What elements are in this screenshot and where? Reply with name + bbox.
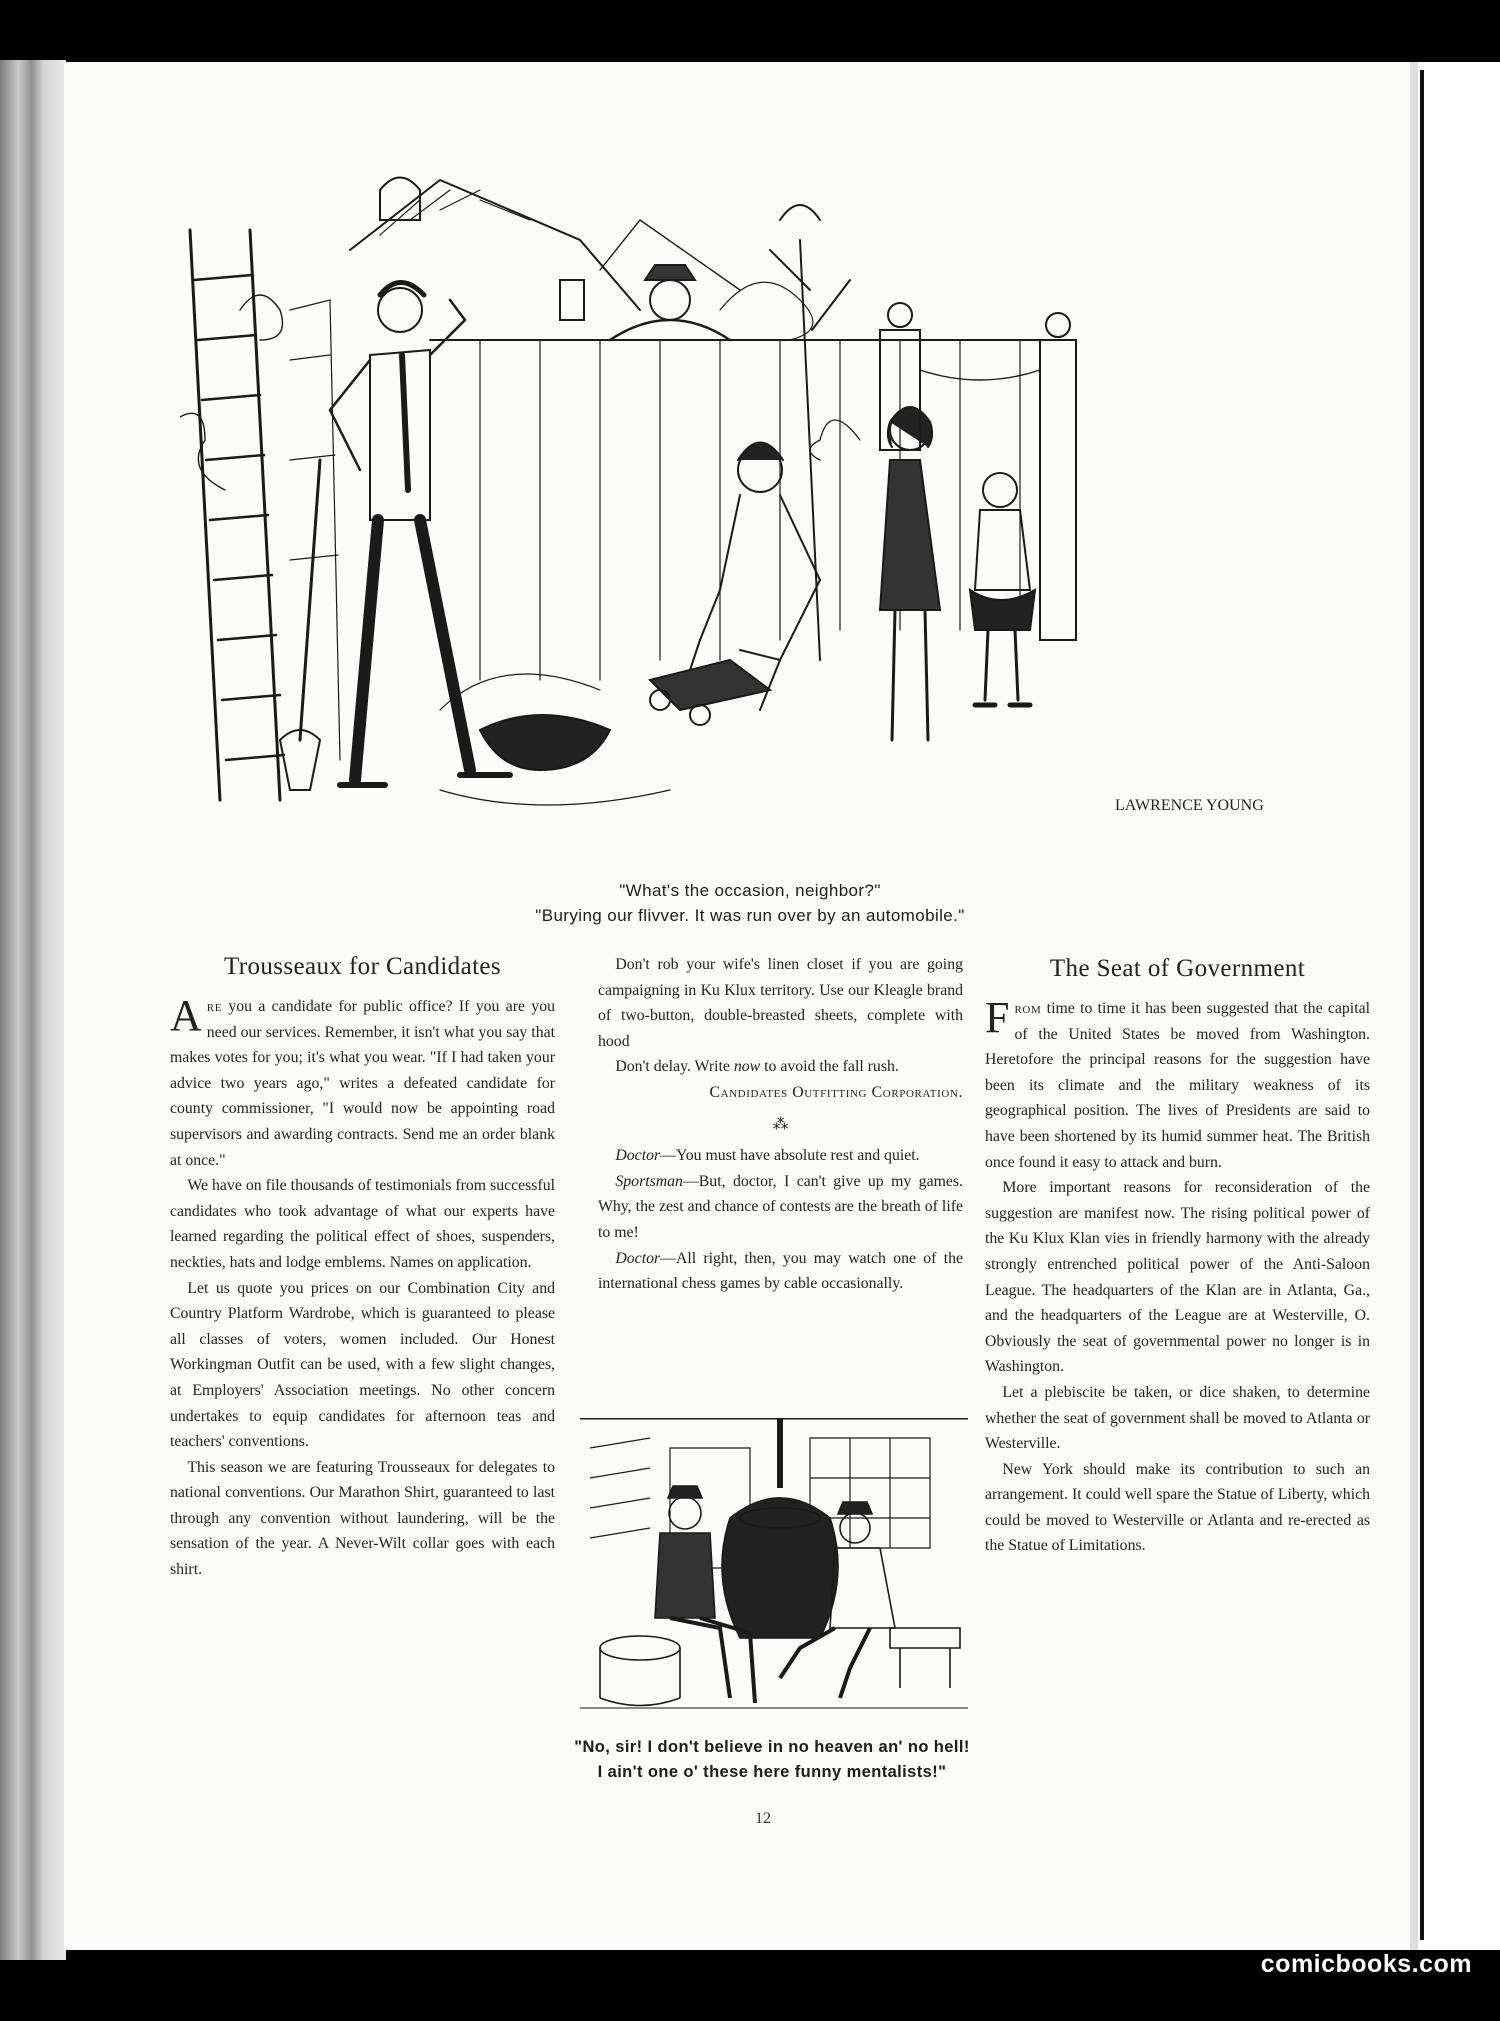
article-trousseaux [170, 950, 555, 1583]
main-cartoon-illustration [180, 160, 1350, 880]
next-page-edge [1418, 62, 1500, 1950]
section-separator: ⁂ [772, 1115, 789, 1133]
small-cartoon-caption: "No, sir! I don't believe in no heaven an' no hell! I ain't one o' these here funny mentalists!" [574, 1738, 970, 1781]
small-cartoon-illustration [580, 1418, 968, 1718]
middle-column [598, 952, 963, 1297]
dialogue-doctor-1: Doctor—You must have absolute rest and quiet. [615, 1147, 920, 1165]
paragraph-1: Are you a candidate for public office? If you are you need our services. Remember, it isn't what you say that makes votes for you; it's what you wear. "If I had taken your advice two years ago," writes a defeated candidate for county commissioner, "I would now be appointing road supervisors and awarding contracts. Send me an order blank at once." [170, 991, 555, 1169]
main-cartoon-caption [300, 878, 1200, 928]
paragraph-ku-klux: Don't rob your wife's linen closet if you are going campaigning in Ku Klux territory. Use our Kleagle brand of two-button, double-breasted sheets, complete with hood [598, 956, 963, 1050]
caption-line-1: "What's the occasion, neighbor?" [619, 881, 881, 900]
caption-line-2: "Burying our flivver. It was run over by an automobile." [535, 906, 965, 925]
paragraph-3: Let us quote you prices on our Combination City and Country Platform Wardrobe, which is guaranteed to please all classes of voters, women included. Our Honest Workingman Outfit can be used, with a few slight changes, at Employers' Association meetings. No other concern undertakes to equip candidates for afternoon teas and teachers' conventions. [170, 1279, 555, 1451]
drop-cap: A [170, 991, 202, 1040]
paragraph-2: We have on file thousands of testimonials from successful candidates who took advantage of what our experts have learned regarding the political effect of shoes, suspenders, neckties, hats and lodge emblems. Names on application. [170, 1177, 555, 1271]
headline-trousseaux: Trousseaux for Candidates [223, 953, 502, 980]
paragraph-4: New York should make its contribution to such an arrangement. It could well spare the Statue of Liberty, which could be moved to Westerville or Atlanta and re-erected as the Statue of Limitations. [985, 1460, 1370, 1555]
paragraph-4: This season we are featuring Trousseaux for delegates to national conventions. Our Marathon Shirt, guaranteed to last through any convention without laundering, will be the sensation of the year. A Never-Wilt collar goes with each shirt. [170, 1458, 555, 1579]
dialogue-doctor-2: Doctor—All right, then, you may watch one of the international chess games by cable occasionally. [598, 1249, 963, 1293]
dialogue-sportsman: Sportsman—But, doctor, I can't give up my games. Why, the zest and chance of contests are the breath of life to me! [598, 1172, 963, 1241]
page-number: 12 [755, 1810, 771, 1827]
headline-seat-of-government: The Seat of Government [1049, 955, 1306, 982]
watermark: comicbooks.com [1260, 1950, 1472, 1978]
paragraph-dont-delay: Don't delay. Write now to avoid the fall rush. [615, 1058, 899, 1076]
paragraph-1: From time to time it has been suggested that the capital of the United States be moved from Washington. Heretofore the principal reasons for the suggestion have been its climate and the military weakness of its geographical position. The lives of Presidents are said to have been shortened by its humid summer heat. The British once found it easy to attack and burn. [985, 993, 1370, 1171]
drop-cap: F [985, 993, 1010, 1042]
paragraph-2: More important reasons for reconsideration of the suggestion are manifest now. The rising political power of the Ku Klux Klan vies in friendly harmony with the already strongly entrenched political power of the Anti-Saloon League. The headquarters of the Klan are in Atlanta, Ga., and the headquarters of the League are at Westerville, O. Obviously the seat of governmental power no longer is in Washington. [985, 1179, 1370, 1376]
cartoon-signature: LAWRENCE YOUNG [1115, 797, 1264, 814]
book-spine-edge [0, 60, 66, 1960]
article-seat-of-government [985, 952, 1370, 1559]
paragraph-3: Let a plebiscite be taken, or dice shaken, to determine whether the seat of government shall be moved to Atlanta or Westerville. [985, 1383, 1370, 1453]
signoff: Candidates Outfitting Corporation. [709, 1083, 963, 1101]
page-gutter-shadow [1410, 62, 1418, 1950]
